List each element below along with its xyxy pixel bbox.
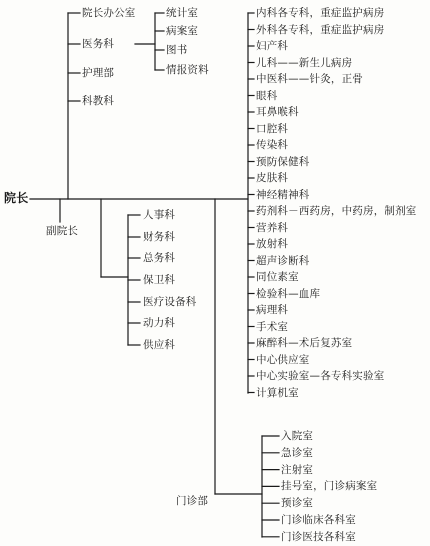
clinical-dept-label: 计算机室 [256,386,299,399]
statistics-room-label: 统计室 [166,7,199,19]
clinical-dept-label: 预防保健科 [256,155,310,168]
admin-unit-label: 总务科 [143,252,176,264]
clinical-dept-label: 同位素室 [256,271,299,283]
medical-affairs-label: 医务科 [82,38,115,50]
clinical-dept-label: 妇产科 [256,40,289,52]
clinical-dept-label: 外科各专科，重症监护病房 [256,23,385,36]
clinical-dept-label: 超声诊断科 [256,254,310,267]
outpatient-unit-label: 急诊室 [281,446,314,459]
outpatient-unit-label: 入院室 [281,430,314,442]
admin-unit-label: 供应科 [143,339,176,351]
information-label: 情报资料 [166,64,209,76]
clinical-dept-label: 传染科 [256,139,289,151]
clinical-dept-label: 检验科—血库 [256,287,321,300]
admin-unit-label: 财务科 [143,231,176,243]
admin-unit-label: 医疗设备科 [143,296,197,308]
clinical-dept-label: 耳鼻喉科 [256,106,299,118]
clinical-dept-label: 麻醉科—术后复苏室 [256,337,353,349]
office-label: 院长办公室 [82,7,136,19]
clinical-dept-label: 眼科 [256,89,278,102]
deputy-director-label: 副院长 [46,225,79,237]
clinical-dept-label: 手术室 [256,320,289,333]
admin-unit-label: 人事科 [143,209,176,221]
outpatient-label: 门诊部 [176,495,209,507]
outpatient-unit-label: 挂号室，门诊病案室 [281,480,378,493]
clinical-dept-label: 口腔科 [256,122,289,135]
clinical-dept-label: 神经精神科 [256,188,310,201]
clinical-dept-label: 皮肤科 [256,172,289,184]
clinical-dept-label: 放射科 [256,238,289,250]
library-label: 图书 [166,44,188,56]
admin-unit-label: 动力科 [143,317,176,329]
outpatient-unit-label: 门诊医技各科室 [281,530,356,543]
outpatient-unit-label: 预诊室 [281,497,314,510]
clinical-dept-label: 儿科——新生儿病房 [256,56,353,69]
medical-records-room-label: 病案室 [166,25,199,37]
education-label: 科教科 [82,95,115,107]
outpatient-unit-label: 门诊临床各科室 [281,514,356,526]
clinical-dept-label: 营养科 [256,221,289,234]
admin-unit-label: 保卫科 [143,274,176,286]
outpatient-unit-label: 注射室 [281,463,314,476]
clinical-dept-label: 中医科——针灸，正骨 [256,73,363,85]
clinical-dept-label: 中心实验室—各专科实验室 [256,370,385,382]
nursing-label: 护理部 [82,67,115,79]
clinical-dept-label: 药剂科－西药房，中药房，制剂室 [256,205,417,217]
clinical-dept-label: 中心供应室 [256,353,310,366]
clinical-dept-label: 内科各专科，重症监护病房 [256,7,385,19]
director-label: 院长 [4,191,29,205]
clinical-dept-label: 病理科 [256,304,289,316]
